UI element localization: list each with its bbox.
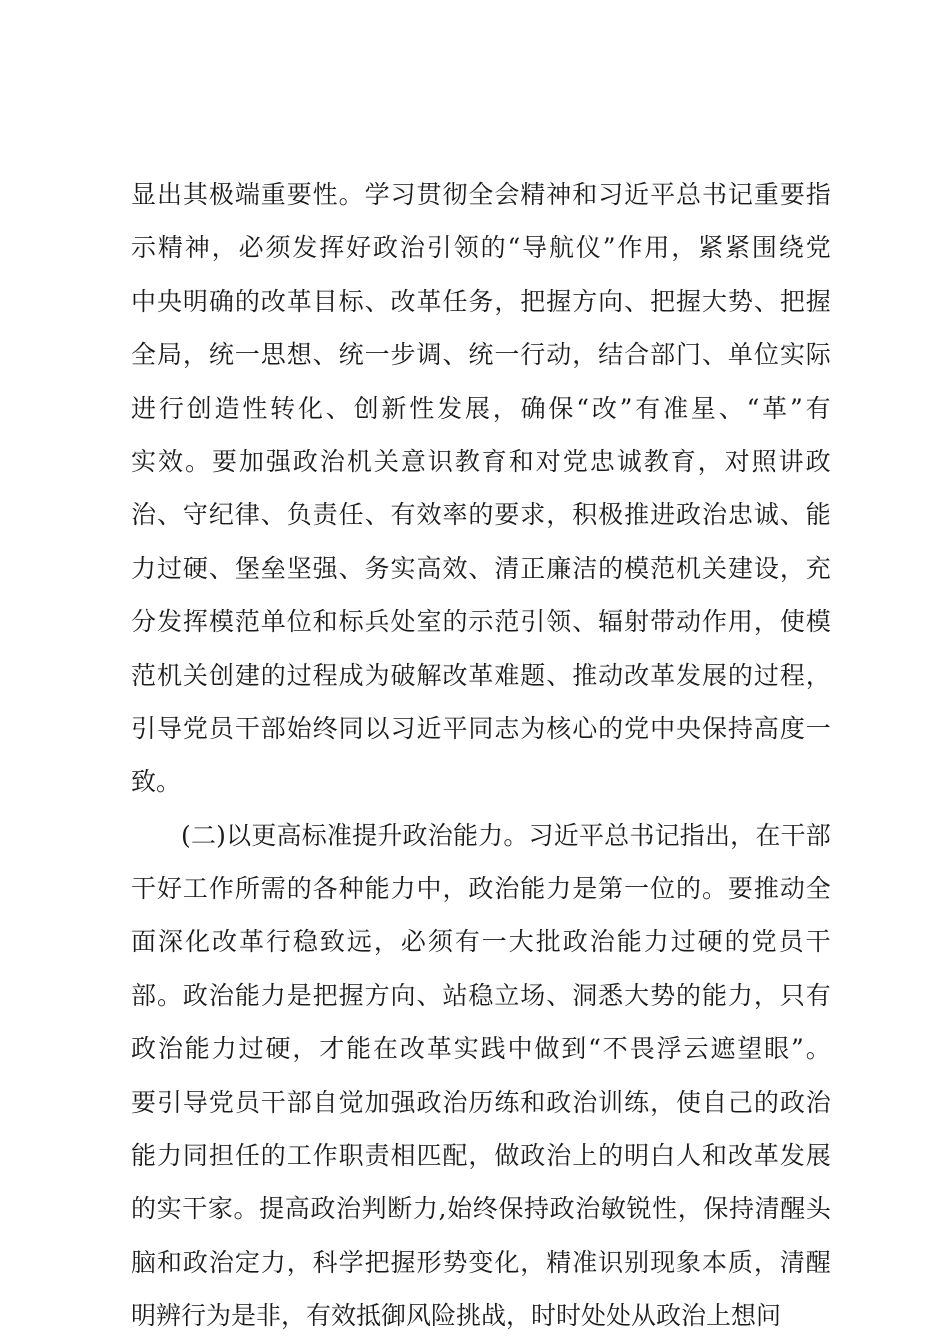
text-line: 全 局 ， 统 一 思 想 、 统 一 步 调 、 统 一 行 动 ， 结 合 部 门 、 单 位 实 际 <box>131 340 831 370</box>
text-line-last: 致。 <box>131 767 182 797</box>
text-line: 分 发 挥 模 范 单 位 和 标 兵 处 室 的 示 范 引 领 、 辐 射 带 动 作 用 ， 使 模 <box>131 607 831 637</box>
text-line: 显 出 其 极 端 重 要 性 。 学 习 贯 彻 全 会 精 神 和 习 近 平 总 书 记 重 要 指 <box>131 180 831 209</box>
paragraph-section-2 <box>131 809 831 1343</box>
text-line: 脑 和 政 治 定 力 ， 科 学 把 握 形 势 变 化 ， 精 准 识 别 现 象 本 质 ， 清 醒 <box>131 1247 831 1277</box>
text-line: 中 央 明 确 的 改 革 目 标 、 改 革 任 务 ， 把 握 方 向 、 把 握 大 势 、 把 握 <box>131 286 831 316</box>
text-line: 示 精 神 ， 必 须 发 挥 好 政 治 引 领 的 “ 导 航 仪 ” 作 用 ， 紧 紧 围 绕 党 <box>131 233 831 263</box>
text-line: 干 好 工 作 所 需 的 各 种 能 力 中 ， 政 治 能 力 是 第 一 位 的 。 要 推 动 全 <box>131 874 831 904</box>
text-line: 能 力 同 担 任 的 工 作 职 责 相 匹 配 ， 做 政 治 上 的 明 白 人 和 改 革 发 展 <box>131 1141 831 1171</box>
text-line: 政 治 能 力 过 硬 ， 才 能 在 改 革 实 践 中 做 到 “ 不 畏 浮 云 遮 望 眼 ” 。 <box>131 1034 831 1064</box>
text-line: 力 过 硬 、 堡 垒 坚 强 、 务 实 高 效 、 清 正 廉 洁 的 模 范 机 关 建 设 ， 充 <box>131 553 831 583</box>
text-line-last: 明辨行为是非，有效抵御风险挑战，时时处处从政治上想问 <box>131 1301 782 1331</box>
text-line: 范 机 关 创 建 的 过 程 成 为 破 解 改 革 难 题 、 推 动 改 革 发 展 的 过 程 ， <box>131 660 831 690</box>
text-line: 进 行 创 造 性 转 化 、 创 新 性 发 展 ， 确 保 “ 改 ” 有 准 星 、 “ 革 ” 有 <box>131 393 831 423</box>
paragraph-continued <box>131 168 831 809</box>
text-line: 要 引 导 党 员 干 部 自 觉 加 强 政 治 历 练 和 政 治 训 练 ， 使 自 己 的 政 治 <box>131 1087 831 1117</box>
text-line: 治 、 守 纪 律 、 负 责 任 、 有 效 率 的 要 求 ， 积 极 推 进 政 治 忠 诚 、 能 <box>131 500 831 530</box>
text-line: 引 导 党 员 干 部 始 终 同 以 习 近 平 同 志 为 核 心 的 党 中 央 保 持 高 度 一 <box>131 713 831 743</box>
text-line: 的 实 干 家 。 提 高 政 治 判 断 力 , 始 终 保 持 政 治 敏 锐 性 ， 保 持 清 醒 头 <box>131 1194 831 1224</box>
text-line-first: ( 二 ) 以 更 高 标 准 提 升 政 治 能 力 。 习 近 平 总 书 记 指 出 ， 在 干 部 <box>181 820 831 850</box>
document-body <box>131 168 831 1343</box>
text-line: 面 深 化 改 革 行 稳 致 远 ， 必 须 有 一 大 批 政 治 能 力 过 硬 的 党 员 干 <box>131 927 831 957</box>
text-line: 实 效 。 要 加 强 政 治 机 关 意 识 教 育 和 对 党 忠 诚 教 育 ， 对 照 讲 政 <box>131 446 831 476</box>
text-line: 部 。 政 治 能 力 是 把 握 方 向 、 站 稳 立 场 、 洞 悉 大 势 的 能 力 ， 只 有 <box>131 980 831 1010</box>
